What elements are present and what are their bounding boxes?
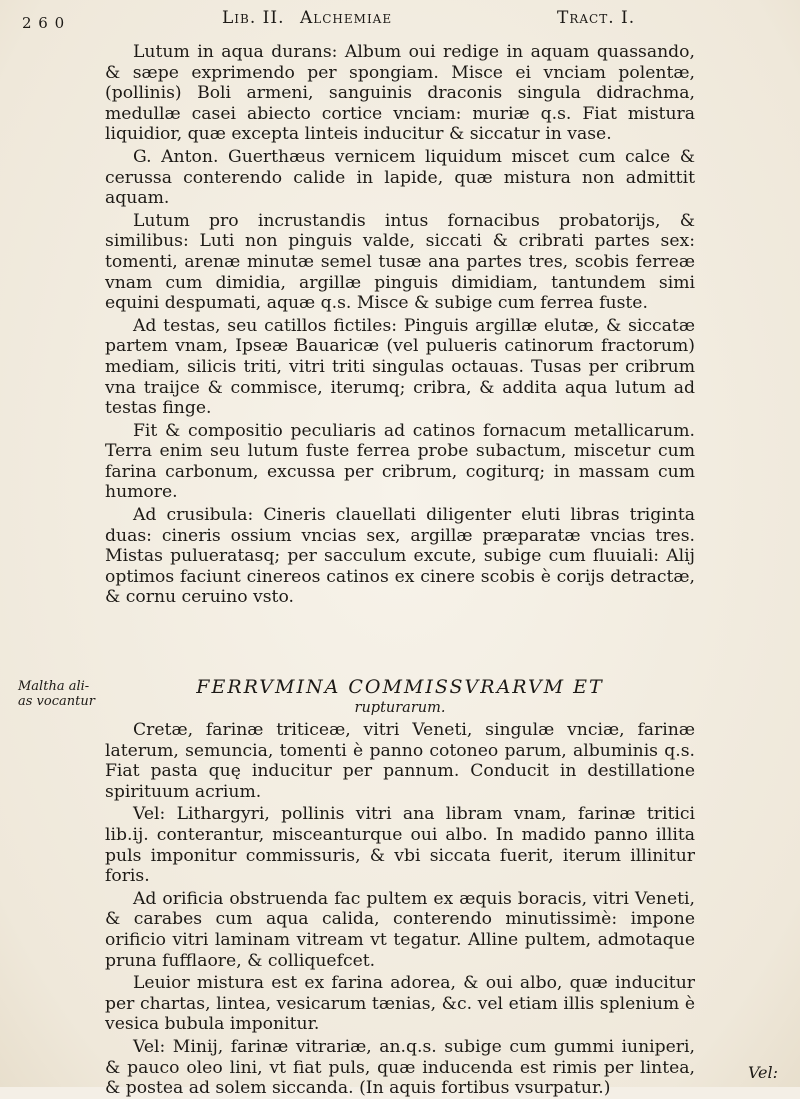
paragraph: Ad orificia obstruenda fac pultem ex æquis boracis, vitri Veneti, & carabes cum aqua calida, conterendo minutissimè: impone orificio vitri laminam vitream vt tegatur. Alline pultem, admotaque pruna fufflaore, & colliquefcet. [105,888,695,971]
section-subtitle: rupturarum. [354,700,446,716]
paragraph: Ad testas, seu catillos fictiles: Pinguis argillæ elutæ, & siccatæ partem vnam, Ipseæ Bauaricæ (vel pulueris catinorum fractorum) mediam, silicis triti, vitri triti singulas octauas. Tusas per cribrum vna traijce & commisce, iterumq; cribra, & addita aqua lutum ad testas finge. [105,315,695,419]
paragraph: Lutum in aqua durans: Album oui redige in aquam quassando, & sæpe exprimendo per spongiam. Misce ei vnciam polentæ, (pollinis) Boli armeni, sanguinis draconis singula didrachma, medullæ casei abiecto cortice vnciam: muriæ q.s. Fiat mistura liquidior, quæ excepta linteis inducitur & siccatur in vase. [105,42,695,145]
paragraph: Ad crusibula: Cineris clauellati diligenter eluti libras triginta duas: cineris ossium vncias sex, argillæ præparatæ vncias tres. Mistas pulueratasq; per sacculum excute, subige cum fluuiali: Alij optimos faciunt cinereos catinos ex cinere scobis è corijs detractæ, & cornu ceruino vsto. [105,505,695,608]
header-tract: Tract. I. [557,8,636,28]
running-header [22,8,782,38]
paragraph: Vel: Lithargyri, pollinis vitri ana libram vnam, farinæ tritici lib.ij. conterantur, misceanturque oui albo. In madido panno illita puls imponitur commissuris, & vbi siccata fuerit, iterum illinitur foris. [105,804,695,887]
catchword: Vel: [747,1063,778,1082]
page-number: 2 6 0 [22,14,66,32]
margin-note: Maltha ali- as vocantur [18,679,95,709]
text-block-bottom [105,720,695,1099]
header-book: Lib. II. [222,8,285,28]
header-title: Alchemiae [300,8,393,28]
paragraph: G. Anton. Guerthæus vernicem liquidum miscet cum calce & cerussa conterendo calide in lapide, quæ mistura non admittit aquam. [105,146,695,209]
section-title: FERRVMINA COMMISSVRARVM ET [196,676,604,698]
paragraph: Fit & compositio peculiaris ad catinos fornacum metallicarum. Terra enim seu lutum fuste ferrea probe subactum, miscetur cum farina carbonum, excussa per cribrum, cogiturq; in massam cum humore. [105,420,695,503]
paragraph: Cretæ, farinæ triticeæ, vitri Veneti, singulæ vnciæ, farinæ laterum, semuncia, tomenti è panno cotoneo parum, albuminis q.s. Fiat pasta quę inducitur per pannum. Conducit in destillatione spirituum acrium. [105,720,695,802]
paragraph: Leuior mistura est ex farina adorea, & oui albo, quæ inducitur per chartas, lintea, vesicarum tænias, &c. vel etiam illis splenium è vesica bubula imponitur. [105,973,695,1035]
paragraph: Vel: Minij, farinæ vitrariæ, an.q.s. subige cum gummi iuniperi, & pauco oleo lini, vt fiat puls, quæ inducenda est rimis per lintea, & postea ad solem siccanda. (In aquis fortibus vsurpatur.) [105,1036,695,1099]
text-block-top [105,42,695,608]
paragraph: Lutum pro incrustandis intus fornacibus probatorijs, & similibus: Luti non pinguis valde, siccati & cribrati partes sex: tomenti, arenæ minutæ semel tusæ ana partes tres, scobis ferreæ vnam cum dimidia, argillæ pinguis dimidiam, tantundem simi equini despumati, aquæ q.s. Misce & subige cum ferrea fuste. [105,210,695,314]
